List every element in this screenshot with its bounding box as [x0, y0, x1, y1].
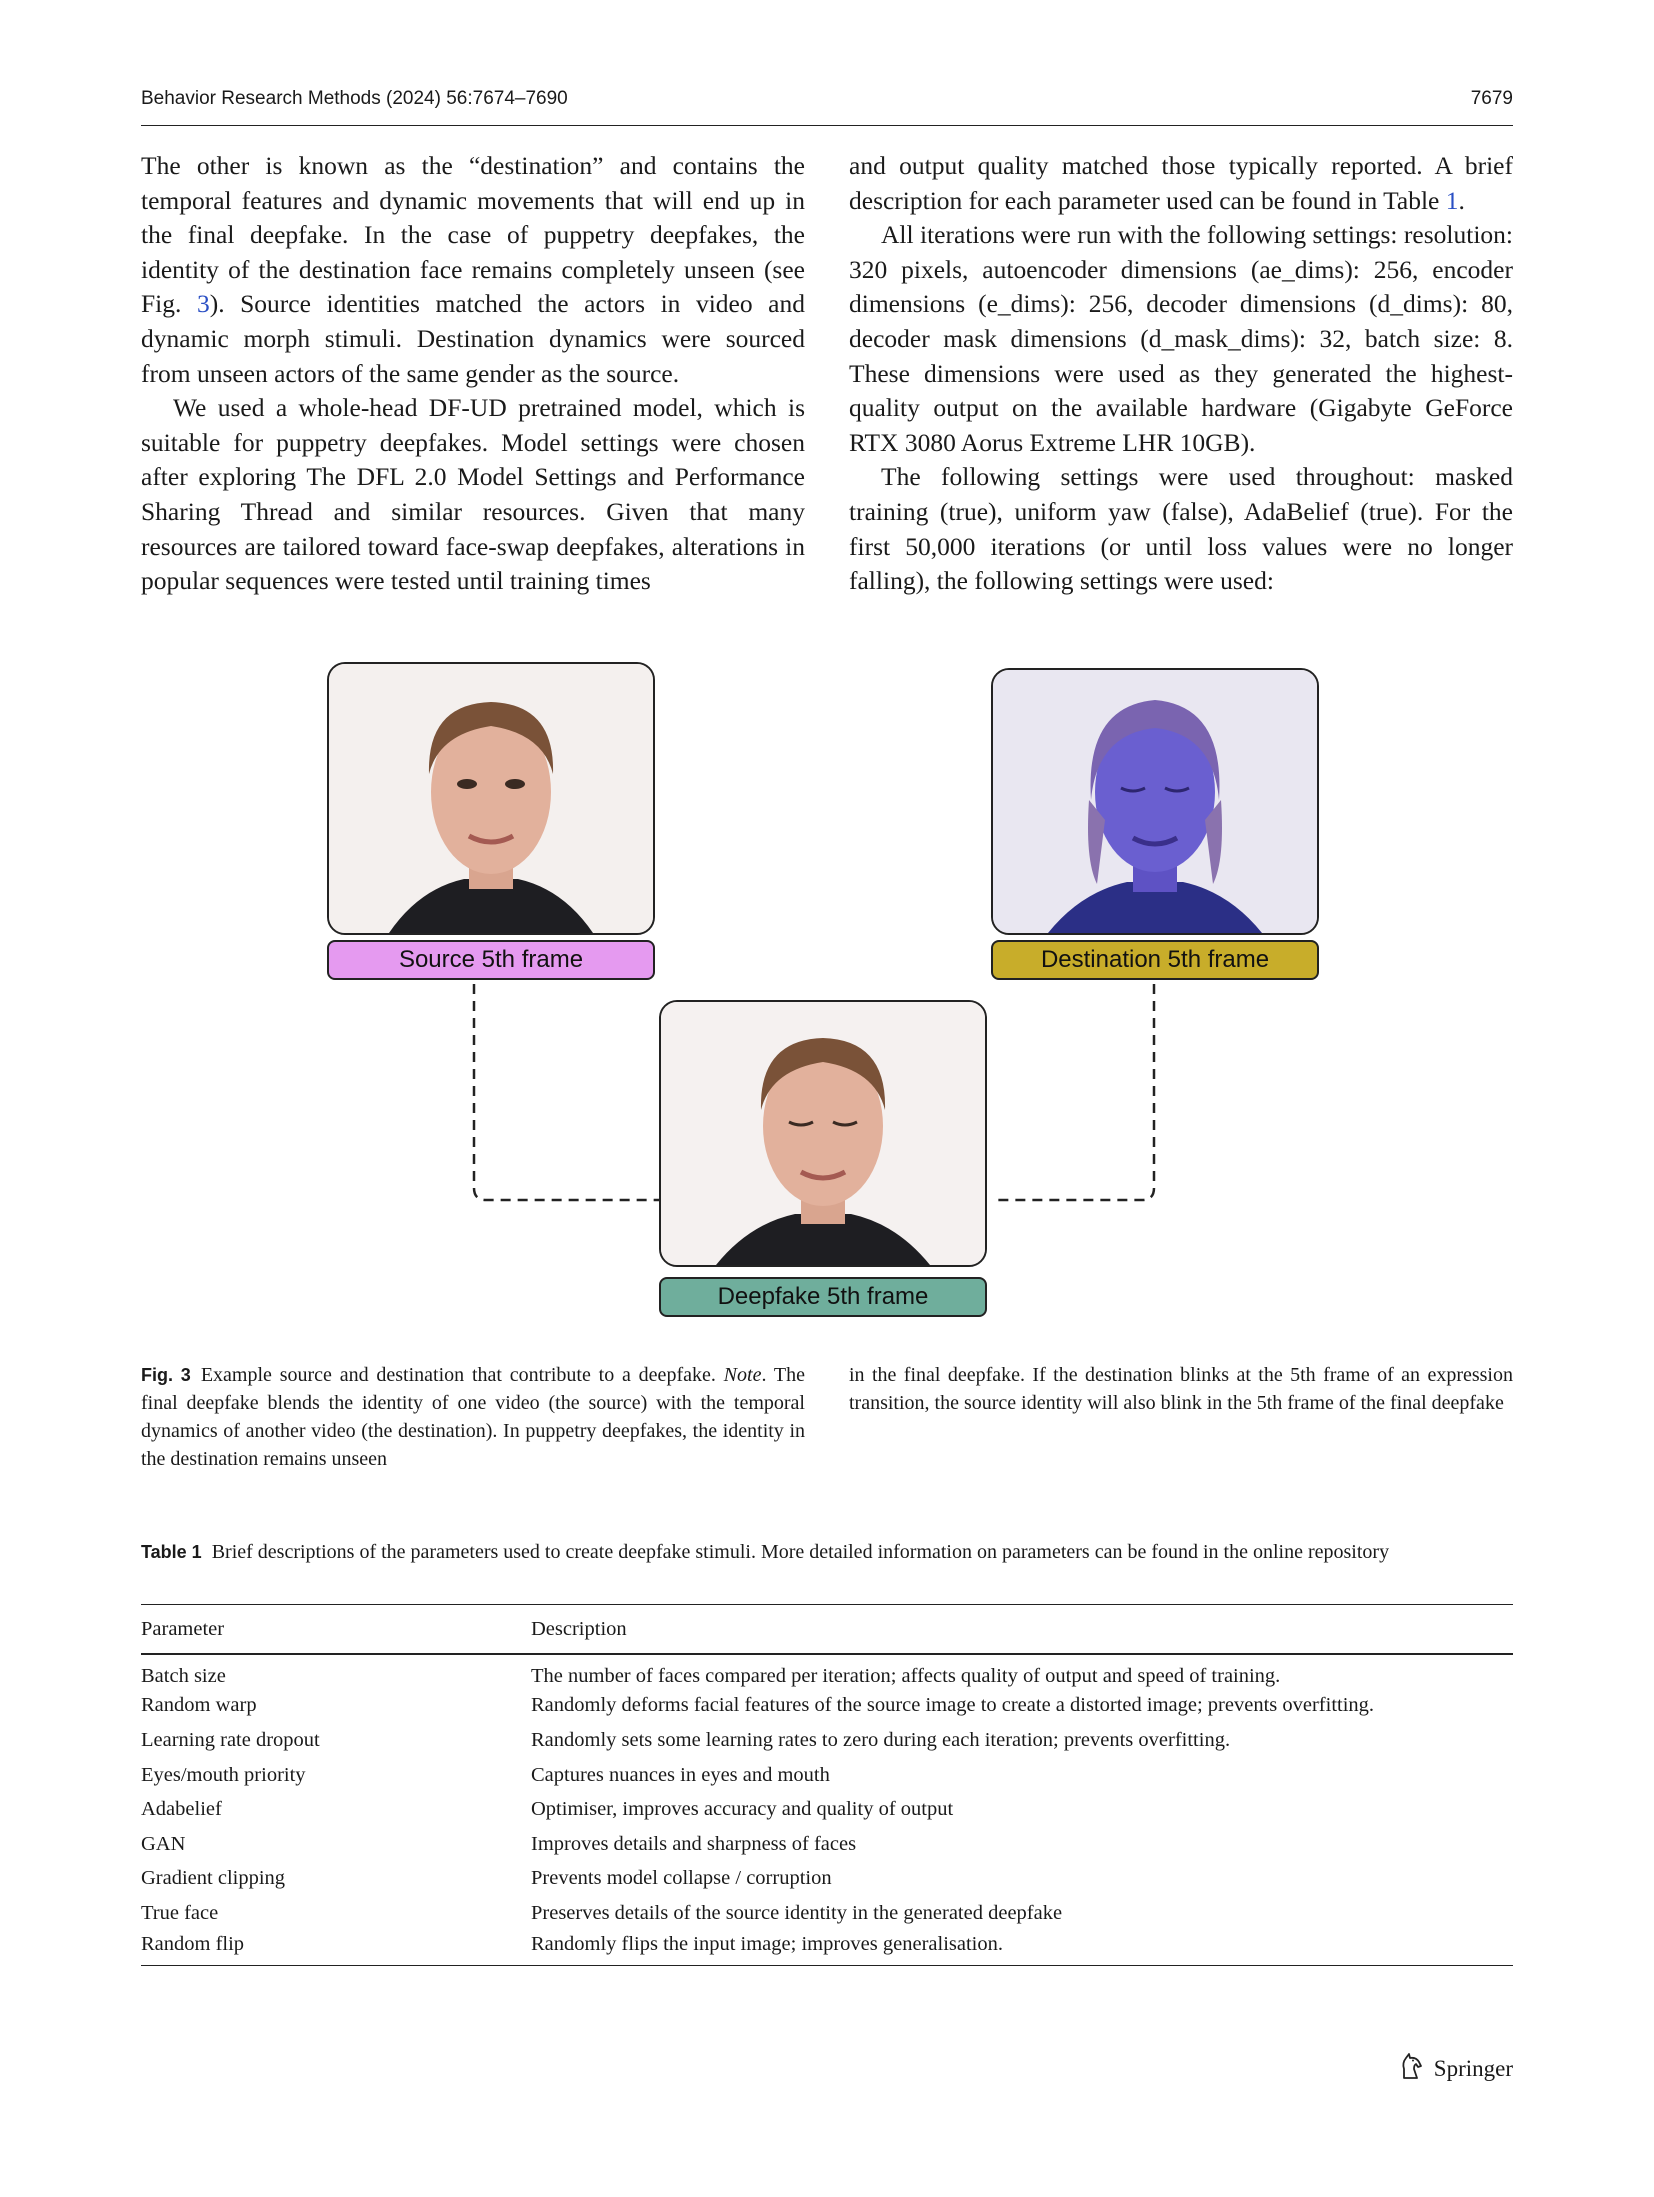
parameter-description: Randomly flips the input image; improves generalisation.	[531, 1933, 1003, 1956]
paragraph: All iterations were run with the following settings: resolution: 320 pixels, autoencoder dimensions (ae_dims): 256, encoder dimensions (e_dims): 256, decoder dimensions (d_dims): 80, decoder mask dimensions (d_mask_dims): 32, batch size: 8. These dimensions were used as they generated the highest-quality output on the available hardware (Gigabyte GeForce RTX 3080 Aorus Extreme LHR 10GB).	[849, 220, 1513, 457]
parameter-name: GAN	[141, 1832, 186, 1855]
destination-frame-label: Destination 5th frame	[991, 940, 1319, 980]
parameter-name: True face	[141, 1901, 219, 1924]
figure-note-label: Note	[723, 1364, 762, 1386]
figure-note-text: . The final deepfake blends the identity of one video (the source) with the temporal dynamics of another video (the destination). In puppetry deepfakes, the identity in the destination remains unseen	[141, 1364, 805, 1470]
parameter-name: Random warp	[141, 1694, 257, 1717]
figure-caption-left	[141, 1361, 805, 1473]
publisher-footer	[1396, 2051, 1513, 2087]
table-number: Table 1	[141, 1542, 202, 1562]
table-row	[141, 1896, 1513, 1931]
table-caption	[141, 1538, 1513, 1566]
paragraph: and output quality matched those typically reported. A brief description for each parameter used can be found in Table 1.	[849, 151, 1513, 215]
table-row	[141, 1654, 1513, 1689]
parameters-table	[141, 1604, 1513, 1966]
table-row	[141, 1827, 1513, 1862]
parameter-description: Preserves details of the source identity in the generated deepfake	[531, 1901, 1063, 1924]
figure-number: Fig. 3	[141, 1365, 191, 1385]
table-row	[141, 1931, 1513, 1966]
paragraph: The following settings were used throughout: masked training (true), uniform yaw (false), AdaBelief (true). For the first 50,000 iterations (or until loss values were no longer falling), the following settings were used:	[849, 462, 1513, 596]
figure-title: Example source and destination that contribute to a deepfake.	[200, 1364, 716, 1386]
table-row	[141, 1792, 1513, 1827]
parameter-description: Improves details and sharpness of faces	[531, 1832, 857, 1855]
table-header-row	[141, 1605, 1513, 1655]
parameter-description: Captures nuances in eyes and mouth	[531, 1763, 830, 1786]
table-row	[141, 1862, 1513, 1897]
column-header-parameter: Parameter	[141, 1617, 225, 1640]
parameter-name: Adabelief	[141, 1798, 222, 1821]
table-row	[141, 1758, 1513, 1793]
figure-caption-right: in the final deepfake. If the destination blinks at the 5th frame of an expression transition, the source identity will also blink in the 5th frame of the final deepfake	[849, 1364, 1513, 1414]
source-face-image	[327, 662, 655, 935]
table-row	[141, 1723, 1513, 1758]
deepfake-face-image	[659, 1000, 987, 1267]
parameter-description: Prevents model collapse / corruption	[531, 1867, 832, 1890]
parameter-name: Learning rate dropout	[141, 1728, 320, 1751]
deepfake-frame-label: Deepfake 5th frame	[659, 1277, 987, 1317]
springer-horse-icon	[1396, 2051, 1426, 2087]
table-reference-link[interactable]: 1	[1445, 185, 1459, 215]
parameter-description: The number of faces compared per iteration; affects quality of output and speed of training.	[531, 1665, 1281, 1688]
parameter-name: Gradient clipping	[141, 1867, 286, 1890]
parameter-description: Optimiser, improves accuracy and quality of output	[531, 1798, 954, 1821]
parameter-name: Batch size	[141, 1665, 226, 1688]
paragraph: The other is known as the “destination” and contains the temporal features and dynamic movements that will end up in the final deepfake. In the case of puppetry deepfakes, the identity of the destination face remains completely unseen (see Fig. 3). Source identities matched the actors in video and dynamic morph stimuli. Destination dynamics were sourced from unseen actors of the same gender as the source.	[141, 151, 805, 388]
paragraph: We used a whole-head DF-UD pretrained model, which is suitable for puppetry deepfakes. Model settings were chosen after exploring The DFL 2.0 Model Settings and Performance Sharing Thread and similar resources. Given that many resources are tailored toward face-swap deepfakes, alterations in popular sequences were tested until training times	[141, 393, 805, 596]
publisher-name: Springer	[1433, 2056, 1513, 2081]
page-number: 7679	[1470, 88, 1513, 109]
parameter-name: Eyes/mouth priority	[141, 1763, 306, 1786]
parameter-description: Randomly sets some learning rates to zero during each iteration; prevents overfitting.	[531, 1728, 1231, 1751]
table-row	[141, 1689, 1513, 1724]
parameter-name: Random flip	[141, 1933, 245, 1956]
table-caption-text: Brief descriptions of the parameters used to create deepfake stimuli. More detailed information on parameters can be found in the online repository	[211, 1541, 1390, 1563]
column-header-description: Description	[531, 1617, 627, 1640]
figure-reference-link[interactable]: 3	[196, 289, 210, 319]
destination-face-image	[991, 668, 1319, 935]
source-frame-label: Source 5th frame	[327, 940, 655, 980]
parameter-description: Randomly deforms facial features of the source image to create a distorted image; prevents overfitting.	[531, 1694, 1375, 1717]
journal-citation: Behavior Research Methods (2024) 56:7674–7690	[141, 88, 568, 109]
